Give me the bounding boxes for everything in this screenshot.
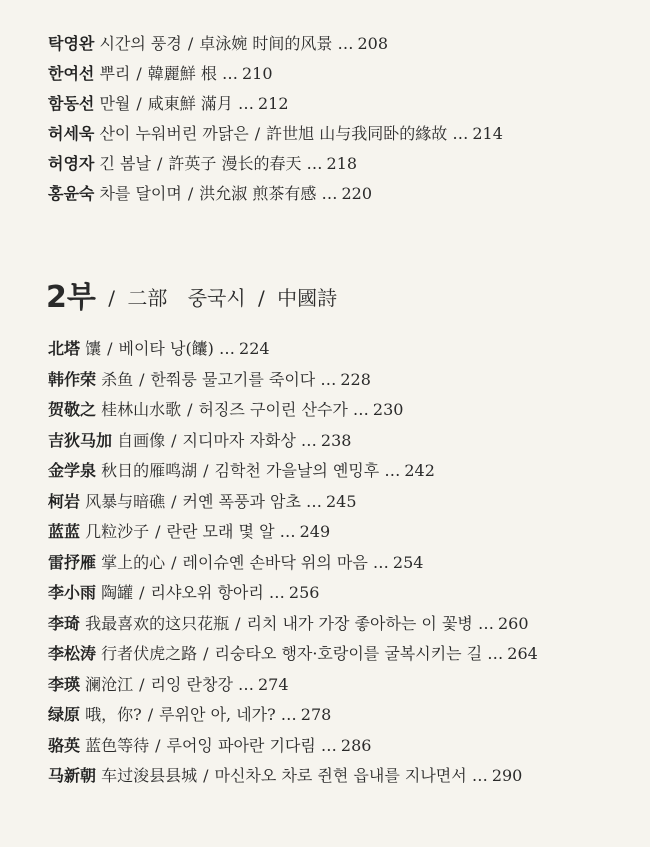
entry-translated-title: 자화상 (249, 430, 296, 450)
toc-entry (48, 644, 538, 664)
entry-translated-author: 루어잉 (166, 735, 213, 755)
entry-original-author: 咸東鮮 (147, 94, 196, 113)
toc-entry (48, 766, 522, 786)
entry-title: 车过浚县县城 (101, 766, 198, 785)
entry-leader: … (478, 613, 494, 633)
entry-author: 李琦 (48, 613, 81, 633)
toc-entry (48, 675, 289, 695)
entry-author: 李小雨 (48, 583, 97, 602)
toc-entry (48, 736, 371, 756)
entry-title: 杀鱼 (101, 369, 134, 389)
entry-leader: … (352, 400, 369, 419)
entry-translated-author: 리숭타오 (214, 644, 277, 663)
entry-title: 陶罐 (101, 583, 134, 602)
entry-separator: / (171, 430, 177, 450)
entry-leader: … (384, 461, 401, 480)
entry-author: 柯岩 (48, 491, 81, 511)
entry-separator: / (203, 644, 209, 663)
entry-title: 掌上的心 (101, 552, 166, 572)
entry-translated-author: 레이슈옌 (182, 552, 245, 572)
entry-author: 함동선 (48, 94, 95, 113)
entry-title: 行者伏虎之路 (101, 644, 198, 663)
entry-page-number: 274 (258, 674, 289, 694)
entry-original-title: 煎茶有感 (252, 184, 317, 203)
toc-entry (48, 64, 273, 84)
entry-translated-title: 모래 몇 알 (202, 522, 275, 541)
entry-leader: … (222, 64, 238, 83)
entry-page-number: 286 (340, 735, 372, 755)
entry-separator: / (155, 522, 161, 541)
part-name-korean: 중국시 (187, 286, 246, 310)
toc-entry (48, 614, 529, 634)
entry-translated-author: 지디마자 (182, 430, 245, 450)
entry-page-number: 210 (242, 64, 273, 83)
entry-leader: … (300, 430, 317, 450)
entry-separator: / (254, 124, 261, 143)
entry-separator: / (155, 735, 161, 755)
part2-heading (46, 282, 337, 314)
entry-author: 骆英 (48, 735, 81, 755)
entry-translated-title: 내가 가장 좋아하는 이 꽃병 (282, 613, 473, 633)
entry-translated-author: 란란 (166, 522, 198, 541)
entry-translated-title: 행자·호랑이를 굴복시키는 길 (281, 644, 483, 663)
entry-separator: / (139, 583, 145, 602)
entry-title: 自画像 (117, 430, 166, 450)
entry-leader: … (280, 705, 297, 724)
entry-leader: … (337, 34, 354, 53)
entry-translated-author: 루위안 (159, 705, 206, 724)
entry-author: 탁영완 (48, 34, 95, 53)
entry-separator: / (187, 34, 194, 53)
entry-page-number: 245 (326, 491, 357, 511)
entry-translated-title: 가을날의 옌밍후 (265, 461, 380, 480)
entry-original-title: 根 (200, 64, 217, 83)
entry-title: 시간의 풍경 (99, 34, 182, 53)
entry-original-author: 許世旭 (266, 124, 315, 143)
entry-separator: / (187, 400, 193, 419)
entry-translated-author: 김학천 (214, 461, 261, 480)
entry-original-title: 时间的风景 (252, 34, 333, 53)
entry-page-number: 264 (507, 644, 538, 663)
entry-separator: / (203, 766, 209, 785)
entry-author: 허세욱 (48, 124, 95, 143)
part-name-hanja: 二部 (127, 286, 168, 310)
entry-separator: / (139, 674, 145, 694)
entry-leader: … (306, 154, 323, 173)
entry-separator: / (139, 369, 145, 389)
entry-separator: / (136, 64, 142, 83)
entry-leader: … (372, 552, 389, 572)
entry-leader: … (471, 766, 488, 785)
toc-entry (48, 370, 371, 390)
entry-page-number: 220 (341, 184, 372, 203)
entry-translated-title: 구이린 산수가 (249, 400, 348, 419)
entry-original-title: 山与我同卧的緣故 (319, 124, 448, 143)
toc-entry (48, 492, 357, 512)
entry-author: 吉狄马加 (48, 430, 113, 450)
entry-author: 金学泉 (48, 461, 97, 480)
entry-leader: … (452, 124, 469, 143)
entry-separator: / (171, 491, 177, 511)
entry-author: 蓝蓝 (48, 522, 81, 541)
entry-page-number: 238 (320, 430, 352, 450)
entry-page-number: 224 (239, 339, 270, 358)
entry-author: 허영자 (48, 154, 95, 173)
entry-separator: / (235, 613, 241, 633)
entry-translated-author: 베이타 (118, 339, 165, 358)
entry-separator: / (107, 339, 113, 358)
entry-page-number: 254 (392, 552, 424, 572)
entry-page-number: 228 (340, 369, 371, 389)
entry-title: 风暴与暗礁 (85, 491, 166, 511)
toc-entry (48, 583, 319, 603)
entry-separator: / (147, 705, 154, 724)
entry-page-number: 218 (326, 154, 358, 173)
entry-separator: / (136, 94, 142, 113)
entry-separator: / (156, 154, 163, 173)
entry-translated-title: 항아리 (217, 583, 264, 602)
entry-translated-author: 리샤오위 (150, 583, 213, 602)
entry-author: 马新朝 (48, 766, 97, 785)
entry-title: 산이 누워버린 까닭은 (99, 124, 249, 143)
entry-translated-title: 손바닥 위의 마음 (249, 552, 368, 572)
entry-page-number: 290 (491, 766, 523, 785)
entry-page-number: 242 (404, 461, 435, 480)
entry-page-number: 260 (498, 613, 529, 633)
entry-translated-author: 마신차오 (214, 766, 277, 785)
entry-translated-title: 물고기를 죽이다 (201, 369, 316, 389)
entry-author: 韩作荣 (48, 369, 97, 389)
entry-translated-title: 낭(饢) (169, 339, 214, 358)
entry-translated-title: 파아란 기다림 (217, 735, 316, 755)
toc-entry (48, 553, 423, 573)
entry-original-title: 漫长的春天 (221, 154, 302, 173)
entry-title: 秋日的雁鸣湖 (101, 461, 198, 480)
entry-title: 차를 달이며 (99, 184, 182, 203)
entry-original-title: 滿月 (200, 94, 233, 113)
entry-title: 만월 (99, 94, 131, 113)
entry-leader: … (321, 184, 338, 203)
entry-page-number: 249 (299, 522, 331, 541)
entry-title: 澜沧江 (85, 674, 134, 694)
toc-entry (48, 124, 503, 144)
entry-title: 蓝色等待 (85, 735, 150, 755)
toc-entry (48, 431, 351, 451)
toc-entry (48, 154, 357, 174)
entry-author: 北塔 (48, 339, 81, 358)
entry-translated-title: 차로 쥔현 읍내를 지나면서 (281, 766, 467, 785)
entry-title: 桂林山水歌 (101, 400, 182, 419)
entry-title: 馕 (85, 339, 102, 358)
entry-original-author: 韓麗鮮 (147, 64, 196, 83)
entry-leader: … (238, 94, 254, 113)
toc-entry (48, 522, 330, 542)
toc-entry (48, 184, 372, 204)
separator: / (108, 286, 115, 310)
entry-separator: / (187, 184, 194, 203)
entry-leader: … (238, 674, 254, 694)
entry-author: 雷抒雁 (48, 552, 97, 572)
toc-entry (48, 461, 435, 481)
entry-page-number: 256 (288, 583, 320, 602)
entry-leader: … (320, 369, 337, 389)
entry-separator: / (203, 461, 209, 480)
entry-page-number: 212 (258, 94, 289, 113)
entry-page-number: 214 (472, 124, 503, 143)
entry-title: 긴 봄날 (99, 154, 151, 173)
entry-original-author: 卓泳婉 (199, 34, 248, 53)
entry-original-author: 許英子 (168, 154, 217, 173)
entry-translated-author: 한쭤룽 (150, 369, 197, 389)
entry-original-author: 洪允淑 (199, 184, 248, 203)
entry-title: 几粒沙子 (85, 522, 150, 541)
entry-title: 뿌리 (99, 64, 131, 83)
entry-translated-author: 리잉 (150, 674, 182, 694)
entry-author: 홍윤숙 (48, 184, 95, 203)
entry-translated-author: 리치 (246, 613, 278, 633)
entry-leader: … (320, 735, 337, 755)
toc-entry (48, 94, 289, 114)
toc-entry (48, 400, 403, 420)
entry-author: 한여선 (48, 64, 95, 83)
toc-entry (48, 705, 331, 725)
entry-leader: … (306, 491, 322, 511)
entry-leader: … (219, 339, 236, 358)
entry-page-number: 208 (357, 34, 388, 53)
entry-title: 我最喜欢的这只花瓶 (85, 613, 230, 633)
entry-title: 哦，你? (85, 705, 142, 724)
toc-entry (48, 339, 270, 359)
entry-author: 李瑛 (48, 674, 81, 694)
entry-leader: … (487, 644, 504, 663)
entry-author: 贺敬之 (48, 400, 97, 419)
entry-page-number: 278 (300, 705, 332, 724)
entry-leader: … (268, 583, 285, 602)
entry-translated-title: 아, 네가? (210, 705, 276, 724)
entry-translated-author: 커옌 (182, 491, 214, 511)
entry-page-number: 230 (372, 400, 404, 419)
entry-author: 李松涛 (48, 644, 97, 663)
entry-translated-author: 허징즈 (198, 400, 245, 419)
entry-leader: … (279, 522, 296, 541)
entry-separator: / (171, 552, 177, 572)
toc-entry (48, 34, 388, 54)
entry-translated-title: 폭풍과 암초 (218, 491, 301, 511)
part-name-chinese: 中國詩 (277, 286, 338, 310)
entry-author: 绿原 (48, 705, 81, 724)
part-number: 2부 (46, 280, 96, 315)
entry-translated-title: 란창강 (186, 674, 233, 694)
separator: / (258, 286, 265, 310)
